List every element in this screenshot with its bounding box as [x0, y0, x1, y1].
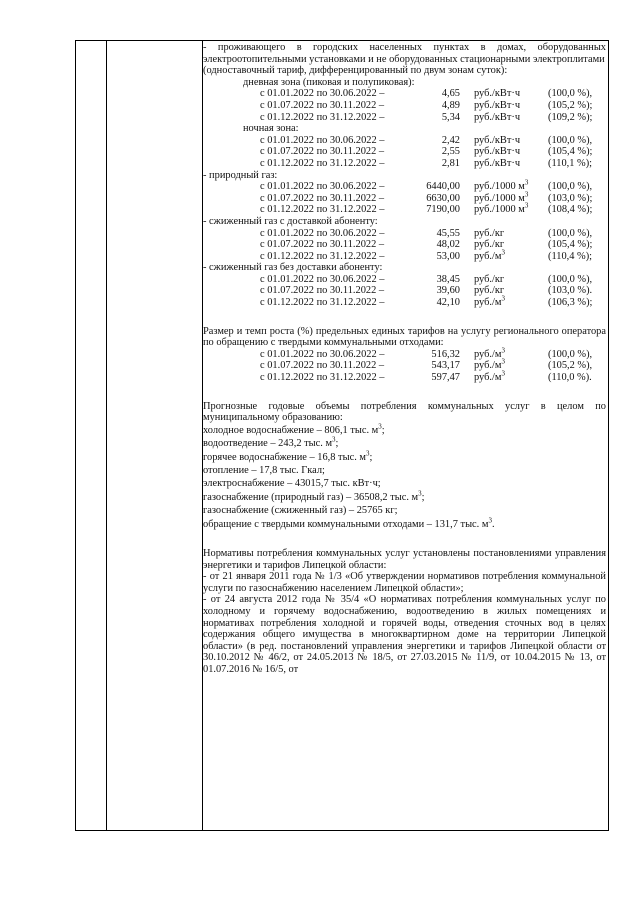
tariff-period: с 01.07.2022 по 30.11.2022 – — [260, 192, 385, 204]
tariff-row — [203, 285, 606, 297]
forecast-item: газоснабжение (природный газ) – 36508,2 тыс. $м^3$; — [203, 489, 425, 503]
tariff-row — [203, 178, 606, 193]
tariff-unit: руб./кг — [474, 285, 505, 297]
tariff-row — [203, 369, 606, 384]
natural-gas-rates — [203, 178, 606, 216]
tariff-growth: (108,4 %); — [548, 204, 593, 216]
tariff-row — [203, 88, 606, 100]
tariff-value: 38,45 — [436, 273, 460, 285]
tariff-value: 39,60 — [436, 285, 460, 297]
tariff-period: с 01.12.2022 по 31.12.2022 – — [260, 157, 385, 169]
tariff-unit: руб./кг — [474, 273, 505, 285]
forecast-list — [203, 424, 606, 531]
tariff-period: с 01.07.2022 по 30.11.2022 – — [260, 239, 385, 251]
tariff-value: 6630,00 — [426, 192, 460, 204]
tariff-period: с 01.01.2022 по 30.06.2022 – — [260, 227, 385, 239]
tariff-growth: (105,2 %), — [548, 360, 593, 372]
tariff-value: 2,55 — [441, 146, 460, 158]
tariff-unit: руб./кг — [474, 239, 505, 251]
tariff-unit: руб./1000 $м^3$ — [474, 178, 529, 193]
tariff-period: с 01.12.2022 по 31.12.2022 – — [260, 372, 385, 384]
tariff-value: 4,65 — [441, 88, 460, 100]
tariff-value: 5,34 — [441, 111, 460, 123]
tariff-value: 6440,00 — [426, 181, 460, 193]
natural-gas-label: - природный газ: — [203, 169, 278, 181]
tariff-period: с 01.01.2022 по 30.06.2022 – — [260, 88, 385, 100]
tariff-growth: (105,4 %); — [548, 146, 593, 158]
tariff-unit: руб./кВт·ч — [474, 146, 521, 158]
document-body — [203, 42, 606, 676]
night-zone-label: ночная зона: — [243, 123, 299, 135]
tariff-growth: (100,0 %), — [548, 348, 593, 360]
tariff-growth: (105,2 %); — [548, 99, 593, 111]
tariff-row — [203, 274, 606, 286]
tariff-row — [203, 146, 606, 158]
tariff-unit: руб./кВт·ч — [474, 111, 521, 123]
lpg-delivery-rates — [203, 228, 606, 263]
tariff-growth: (100,0 %), — [548, 134, 593, 146]
tariff-period: с 01.12.2022 по 31.12.2022 – — [260, 297, 385, 309]
forecast-item: водоотведение – 243,2 тыс. $м^3$; — [203, 435, 339, 450]
tariff-row — [203, 357, 606, 372]
day-zone-rates — [203, 88, 606, 123]
tariff-unit: руб./кг — [474, 227, 505, 239]
tariff-value: 597,47 — [431, 372, 460, 384]
tariff-growth: (110,0 %). — [548, 372, 592, 384]
tariff-unit: $руб./м^3$ — [474, 294, 505, 309]
night-zone-rates — [203, 135, 606, 170]
tariff-growth: (100,0 %), — [548, 227, 593, 239]
tariff-value: 516,32 — [431, 348, 460, 360]
tariff-growth: (109,2 %); — [548, 111, 593, 123]
forecast-item: обращение с твердыми коммунальными отходами – 131,7 тыс. $м^3$. — [203, 516, 495, 530]
forecast-item: отопление – 17,8 тыс. Гкал; — [203, 465, 325, 477]
tariff-row — [203, 100, 606, 112]
tariff-growth: (103,0 %). — [548, 285, 593, 297]
norms-item: - от 24 августа 2012 года № 35/4 «О нормативах потребления коммунальных услуг по холодному и горячему водоснабжению, водоотведению в жилых помещениях и нормативах потребления холодной и горячей воды, отведения сточных вод в целях содержания общего имущества в многоквартирном доме на территории Липецкой области» (в ред. постановлений управления энергетики и тарифов Липецкой области от 30.10.2012 № 46/2, от 24.05.2013 № 18/5, от 27.03.2015 № 11/9, от 10.04.2015 № 13, от 01.07.2016 № 16/5, от — [203, 594, 606, 675]
forecast-heading: Прогнозные годовые объемы потребления коммунальных услуг в целом по муниципальному образованию: — [203, 400, 606, 424]
norms-heading: Нормативы потребления коммунальных услуг установлены постановлениями управления энергетики и тарифов Липецкой области: — [203, 548, 606, 571]
tariff-growth: (110,4 %); — [548, 250, 593, 262]
tariff-growth: (100,0 %), — [548, 181, 593, 193]
tariff-period: с 01.12.2022 по 31.12.2022 – — [260, 250, 385, 262]
day-zone-label: дневная зона (пиковая и полупиковая): — [243, 76, 415, 88]
tariff-unit: руб./1000 $м^3$ — [474, 201, 529, 216]
tariff-value: 2,42 — [441, 134, 460, 146]
tariff-period: с 01.12.2022 по 31.12.2022 – — [260, 111, 385, 123]
tariff-unit: руб./кВт·ч — [474, 157, 521, 169]
tariff-growth: (105,4 %); — [548, 239, 593, 251]
tariff-row — [203, 239, 606, 251]
tariff-growth: (110,1 %); — [548, 157, 593, 169]
lpg-no-delivery-label: - сжиженный газ без доставки абоненту: — [203, 262, 383, 274]
tariff-period: с 01.07.2022 по 30.11.2022 – — [260, 99, 385, 111]
tariff-value: 48,02 — [436, 239, 460, 251]
tariff-unit: руб./кВт·ч — [474, 88, 521, 100]
tariff-period: с 01.01.2022 по 30.06.2022 – — [260, 273, 385, 285]
tariff-value: 45,55 — [436, 227, 460, 239]
tariff-row — [203, 158, 606, 170]
forecast-item: газоснабжение (сжиженный газ) – 25765 кг; — [203, 505, 398, 517]
tariff-unit: $руб./м^3$ — [474, 369, 505, 384]
tariff-unit: $руб./м^3$ — [474, 357, 505, 372]
tariff-value: 4,89 — [441, 99, 460, 111]
tariff-row — [203, 346, 606, 361]
tariff-unit: $руб./м^3$ — [474, 248, 505, 262]
tariff-row — [203, 112, 606, 124]
tariff-period: с 01.07.2022 по 30.11.2022 – — [260, 360, 385, 372]
tariff-growth: (106,3 %); — [548, 297, 593, 309]
tariff-period: с 01.01.2022 по 30.06.2022 – — [260, 181, 385, 193]
tariff-unit: руб./кВт·ч — [474, 134, 521, 146]
forecast-item: холодное водоснабжение – 806,1 тыс. $м^3$; — [203, 422, 385, 436]
tariff-row — [203, 135, 606, 147]
tariff-period: с 01.01.2022 по 30.06.2022 – — [260, 134, 385, 146]
tariff-period: с 01.12.2022 по 31.12.2022 – — [260, 204, 385, 216]
forecast-item: горячее водоснабжение – 16,8 тыс. $м^3$; — [203, 449, 373, 463]
tariff-unit: $руб./м^3$ — [474, 346, 505, 360]
tariff-row — [203, 294, 606, 309]
waste-tariff-heading: Размер и темп роста (%) предельных единых тарифов на услугу регионального оператора по обращению с твердыми коммунальными отходами: — [203, 325, 606, 349]
column-divider — [106, 41, 107, 830]
tariff-row — [203, 228, 606, 240]
tariff-note: (одноставочный тариф, дифференцированный по двум зонам суток): — [203, 65, 508, 77]
norms-item: - от 21 января 2011 года № 1/3 «Об утверждении нормативов потребления коммунальной услуги по газоснабжению населением Липецкой области»; — [203, 571, 606, 594]
tariff-row — [203, 248, 606, 263]
forecast-item: электроснабжение – 43015,7 тыс. кВт·ч; — [203, 478, 381, 490]
tariff-value: 7190,00 — [426, 204, 460, 216]
tariff-growth: (103,0 %); — [548, 192, 593, 204]
tariff-unit: руб./1000 $м^3$ — [474, 190, 529, 204]
tariff-period: с 01.01.2022 по 30.06.2022 – — [260, 348, 385, 360]
tariff-period: с 01.07.2022 по 30.11.2022 – — [260, 146, 385, 158]
tariff-row — [203, 190, 606, 205]
tariff-value: 42,10 — [436, 297, 460, 309]
tariff-value: 53,00 — [436, 250, 460, 262]
lpg-delivery-label: - сжиженный газ с доставкой абоненту: — [203, 215, 378, 227]
consumer-category-paragraph: - проживающего в городских населенных пунктах в домах, оборудованных электроотопительными установками и не оборудованных стационарными электроплитами — [203, 42, 606, 65]
lpg-no-delivery-rates — [203, 274, 606, 309]
tariff-period: с 01.07.2022 по 30.11.2022 – — [260, 285, 385, 297]
tariff-value: 543,17 — [431, 360, 460, 372]
tariff-growth: (100,0 %), — [548, 88, 593, 100]
tariff-unit: руб./кВт·ч — [474, 99, 521, 111]
waste-tariff-rates — [203, 346, 606, 384]
tariff-row — [203, 201, 606, 216]
tariff-growth: (100,0 %), — [548, 273, 593, 285]
tariff-value: 2,81 — [441, 157, 460, 169]
